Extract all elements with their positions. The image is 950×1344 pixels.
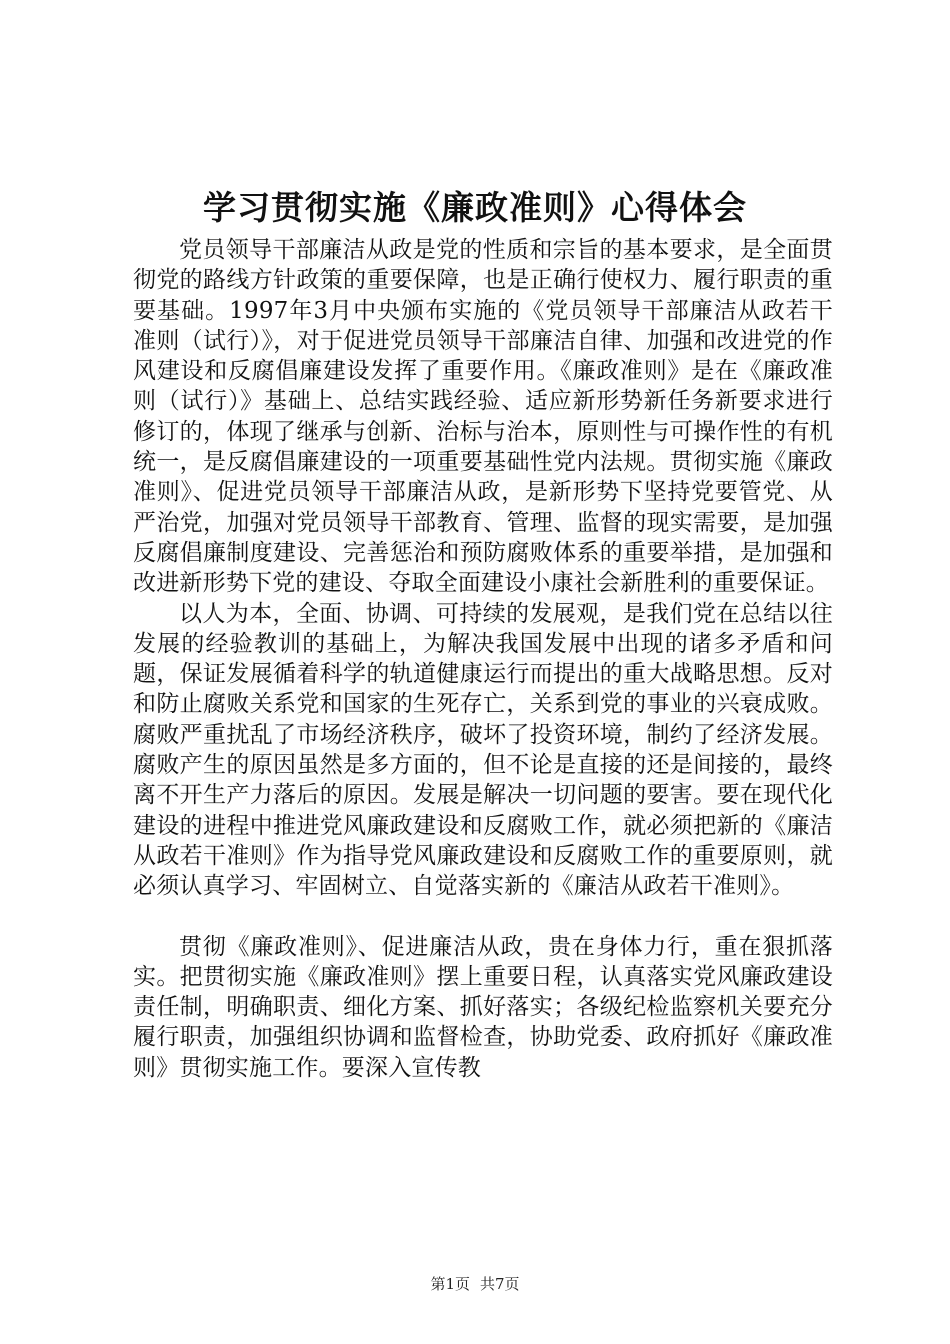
paragraph-3: 贯彻《廉政准则》、促进廉洁从政，贵在身体力行，重在狠抓落实。把贯彻实施《廉政准则》摆上重要日程，认真落实党风廉政建设责任制，明确职责、细化方案、抓好落实；各级纪检监察机关要充分履行职责，加强组织协调和监督检查，协助党委、政府抓好《廉政准则》贯彻实施工作。要深入宣传教: [133, 933, 833, 1081]
document-body: [133, 235, 833, 1083]
page-footer: [0, 1274, 950, 1294]
document-title: 学习贯彻实施《廉政准则》心得体会: [203, 188, 747, 227]
paragraph-2: 以人为本，全面、协调、可持续的发展观，是我们党在总结以往发展的经验教训的基础上，为解决我国发展中出现的诸多矛盾和问题，保证发展循着科学的轨道健康运行而提出的重大战略思想。反对和防止腐败关系党和国家的生死存亡，关系到党的事业的兴衰成败。腐败严重扰乱了市场经济秩序，破坏了投资环境，制约了经济发展。腐败产生的原因虽然是多方面的，但不论是直接的还是间接的，最终离不开生产力落后的原因。发展是解决一切问题的要害。要在现代化建设的进程中推进党风廉政建设和反腐败工作，就必须把新的《廉洁从政若干准则》作为指导党风廉政建设和反腐败工作的重要原则，就必须认真学习、牢固树立、自觉落实新的《廉洁从政若干准则》。: [133, 600, 833, 900]
page-number: 第1页: [430, 1275, 470, 1293]
paragraph-spacer: [133, 902, 833, 932]
page-total: 共7页: [480, 1275, 520, 1293]
paragraph-1: 党员领导干部廉洁从政是党的性质和宗旨的基本要求，是全面贯彻党的路线方针政策的重要保障，也是正确行使权力、履行职责的重要基础。1997年3月中央颁布实施的《党员领导干部廉洁从政若干准则（试行）》，对于促进党员领导干部廉洁自律、加强和改进党的作风建设和反腐倡廉建设发挥了重要作用。《廉政准则》是在《廉政准则（试行）》基础上、总结实践经验、适应新形势新任务新要求进行修订的，体现了继承与创新、治标与治本，原则性与可操作性的有机统一，是反腐倡廉建设的一项重要基础性党内法规。贯彻实施《廉政准则》、促进党员领导干部廉洁从政，是新形势下坚持党要管党、从严治党，加强对党员领导干部教育、管理、监督的现实需要，是加强反腐倡廉制度建设、完善惩治和预防腐败体系的重要举措，是加强和改进新形势下党的建设、夺取全面建设小康社会新胜利的重要保证。: [133, 237, 833, 597]
